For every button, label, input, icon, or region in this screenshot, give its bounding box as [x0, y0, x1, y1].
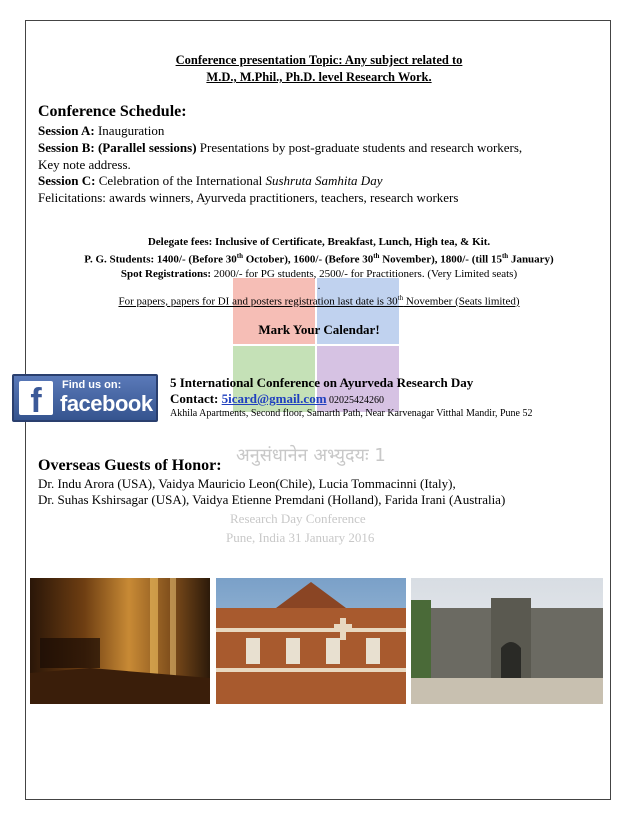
session-b-line-2: Key note address.	[38, 157, 131, 172]
papers-deadline: For papers, papers for DI and posters registration last date is 30th November (Seats limited)	[118, 294, 520, 308]
session-a-text: Inauguration	[94, 123, 165, 138]
session-b-label: Session B: (Parallel sessions)	[38, 140, 197, 155]
conference-title: 5 International Conference on Ayurveda Research Day	[170, 375, 474, 390]
felicitations: Felicitations: awards winners, Ayurveda practitioners, teachers, research workers	[38, 190, 459, 205]
topic-line-1: Conference presentation Topic: Any subject related to	[175, 53, 463, 67]
facebook-f-icon: f	[19, 381, 53, 415]
phone: 02025424260	[326, 395, 385, 406]
session-c-italic: Sushruta Samhita Day	[265, 173, 383, 188]
guests-line-2: Dr. Suhas Kshirsagar (USA), Vaidya Etienne Premdani (Holland), Farida Irani (Australia)	[38, 492, 506, 507]
watermark-line3: Pune, India 31 January 2016	[226, 530, 375, 545]
session-a-label: Session A:	[38, 123, 95, 138]
dot-separator: .	[317, 280, 321, 292]
schedule-heading: Conference Schedule:	[38, 103, 187, 120]
contact-label: Contact:	[170, 391, 222, 406]
delegate-fees: Delegate fees: Inclusive of Certificate, Breakfast, Lunch, High tea, & Kit.	[147, 236, 491, 248]
mark-your-calendar: Mark Your Calendar!	[258, 322, 380, 337]
guests-heading: Overseas Guests of Honor:	[38, 457, 222, 474]
watermark-hindi: अनुसंधानेन अभ्युदयः 1	[236, 445, 386, 466]
contact-line	[170, 391, 384, 407]
facebook-badge[interactable]	[12, 374, 158, 422]
watermark-line2: Research Day Conference	[230, 511, 366, 526]
session-c-text: Celebration of the International	[95, 173, 266, 188]
address: Akhila Apartments, Second floor, Samarth Path, Near Karvenagar Vitthal Mandir, Pune 52	[170, 408, 533, 419]
session-b	[38, 139, 522, 156]
photo-fort	[411, 578, 603, 704]
session-b-text: Presentations by post-graduate students and research workers,	[196, 140, 523, 155]
session-a	[38, 122, 164, 139]
topic-line-2: M.D., M.Phil., Ph.D. level Research Work.	[206, 70, 432, 84]
spot-registrations: Spot Registrations: 2000/- for PG students, 2500/- for Practitioners. (Very Limited seats)	[120, 268, 518, 280]
facebook-find-us: Find us on:	[62, 379, 122, 391]
guests-line-1: Dr. Indu Arora (USA), Vaidya Mauricio Leon(Chile), Lucia Tommacinni (Italy),	[38, 476, 456, 491]
facebook-wordmark: facebook	[60, 391, 153, 416]
session-c	[38, 172, 382, 189]
photo-interior	[30, 578, 210, 704]
email-link[interactable]: 5icard@gmail.com	[221, 391, 327, 406]
session-c-label: Session C:	[38, 173, 96, 188]
photo-building	[216, 578, 406, 704]
pg-students-fees: P. G. Students: 1400/- (Before 30th October), 1600/- (Before 30th November), 1800/- (till 15th January)	[84, 252, 554, 266]
